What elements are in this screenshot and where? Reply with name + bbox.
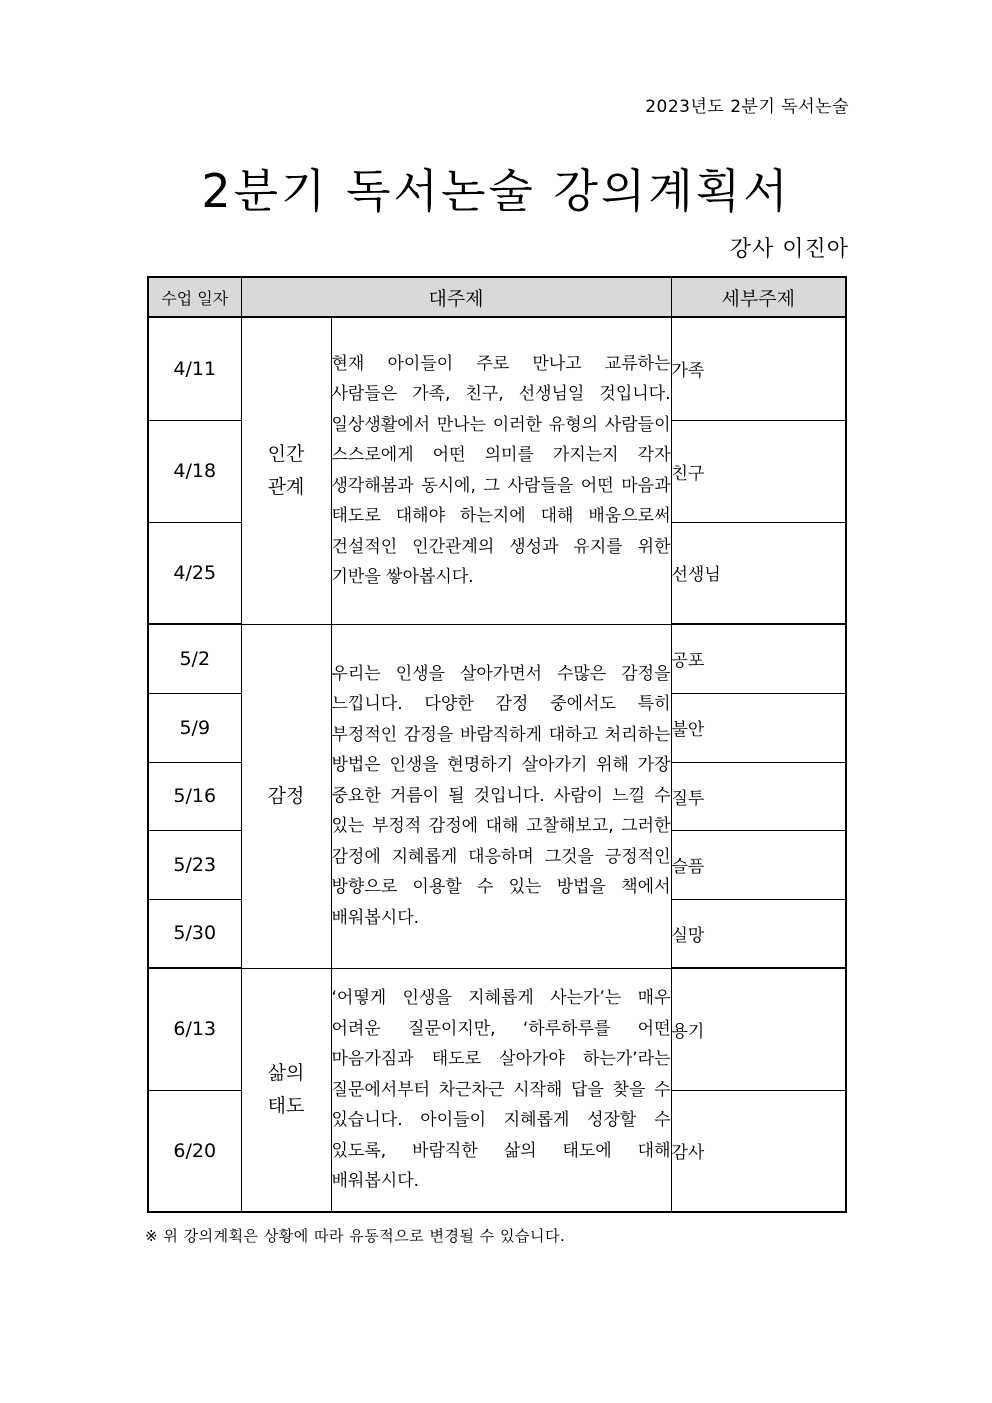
topic-description: ‘어떻게 인생을 지혜롭게 사는가’는 매우 어려운 질문이지만, ‘하루하루를 어떤 마음가짐과 태도로 살아가야 하는가’라는 질문에서부터 차근차근 시작해 답을 찾을 수 있습니다. 아이들이 지혜롭게 성장할 수 있도록, 바람직한 삶의 태도에 대해 배워봅시다.: [331, 968, 671, 1212]
subtopic: 가족: [671, 317, 846, 420]
subtopic: 감사: [671, 1090, 846, 1212]
document-year-label: 2023년도 2분기 독서논술: [645, 97, 849, 117]
topic-description: 우리는 인생을 살아가면서 수많은 감정을 느낍니다. 다양한 감정 중에서도 특히 부정적인 감정을 바람직하게 대하고 처리하는 방법은 인생을 현명하기 살아가기 위해 가장 중요한 거름이 될 것입니다. 사람이 느낄 수 있는 부정적 감정에 대해 고찰해보고, 그러한 감정에 지혜롭게 대응하며 그것을 긍정적인 방향으로 이용할 수 있는 방법을 책에서 배워봅시다.: [331, 624, 671, 968]
class-date: 5/23: [148, 830, 241, 899]
table-row: [148, 968, 846, 1090]
page-title: 2분기 독서논술 강의계획서: [201, 164, 791, 218]
lecturer-name: 강사 이진아: [729, 237, 849, 262]
main-topic-label: 감정: [267, 784, 305, 807]
subtopic: 용기: [671, 968, 846, 1090]
table-row: [148, 624, 846, 693]
subtopic: 슬픔: [671, 830, 846, 899]
class-date: 5/30: [148, 899, 241, 968]
class-date: 4/25: [148, 522, 241, 624]
subtopic: 불안: [671, 693, 846, 762]
topic-description: 현재 아이들이 주로 만나고 교류하는 사람들은 가족, 친구, 선생님일 것입니다. 일상생활에서 만나는 이러한 유형의 사람들이 스스로에게 어떤 의미를 가지는지 각자 생각해봄과 동시에, 그 사람들을 어떤 마음과 태도로 대해야 하는지에 대해 배움으로써 건설적인 인간관계의 생성과 유지를 위한 기반을 쌓아봅시다.: [331, 317, 671, 624]
main-topic-cell: [241, 317, 331, 624]
footnote: ※ 위 강의계획은 상황에 따라 유동적으로 변경될 수 있습니다.: [145, 1227, 566, 1245]
class-date: 4/11: [148, 317, 241, 420]
main-topic-label: 인간 관계: [267, 442, 305, 498]
main-topic-cell: [241, 968, 331, 1212]
header-main-topic: 대주제: [241, 277, 671, 317]
header-subtopic: 세부주제: [671, 277, 846, 317]
subtopic: 실망: [671, 899, 846, 968]
subtopic: 질투: [671, 762, 846, 830]
class-date: 6/20: [148, 1090, 241, 1212]
subtopic: 선생님: [671, 522, 846, 624]
class-date: 6/13: [148, 968, 241, 1090]
lecture-plan-table: [147, 276, 847, 1213]
header-date: 수업 일자: [148, 277, 241, 317]
class-date: 5/2: [148, 624, 241, 693]
main-topic-cell: [241, 624, 331, 968]
class-date: 4/18: [148, 420, 241, 522]
subtopic: 공포: [671, 624, 846, 693]
main-topic-label: 삶의 태도: [267, 1061, 305, 1117]
class-date: 5/9: [148, 693, 241, 762]
class-date: 5/16: [148, 762, 241, 830]
table-header-row: [148, 277, 846, 317]
subtopic: 친구: [671, 420, 846, 522]
table-row: [148, 317, 846, 420]
